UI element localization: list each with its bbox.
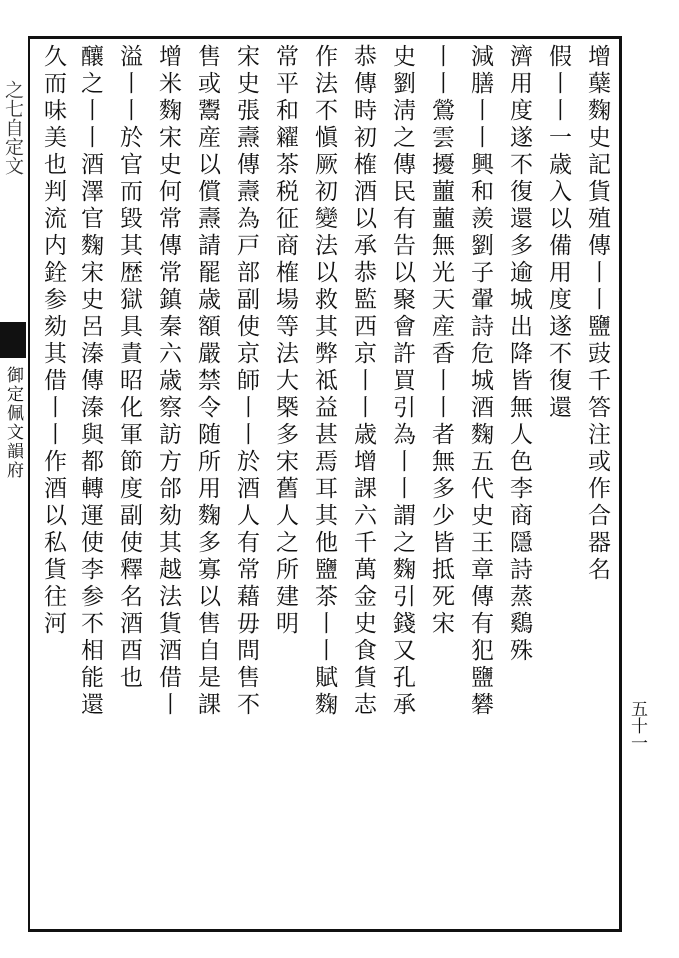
text-column-6: 史劉淸之傳民有告以聚會許買引為丨丨謂之麴引錢又孔承 xyxy=(389,44,415,719)
text-column-9: 常平和糴茶税征商榷場等法大槩多宋舊人之所建明 xyxy=(272,44,298,638)
text-column-5: 丨丨鶯雲擾蘁蘁無光天産香丨丨者無多少皆抵死宋 xyxy=(428,44,454,638)
text-column-11: 售或鬻産以償燾請罷歳額嚴禁令随所用麴多寡以售自是課 xyxy=(194,44,220,719)
page-number: 五十一 xyxy=(627,700,647,751)
text-column-1: 增蘖麴史記貨殖傳丨丨鹽豉千答注或作合器名 xyxy=(584,44,610,584)
text-column-2: 假丨丨一歳入以備用度遂不復還 xyxy=(545,44,571,422)
text-column-13: 溢丨丨於官而毀其歴獄具責昭化軍節度副使釋名酒酉也 xyxy=(116,44,142,692)
text-column-7: 恭傳時初榷酒以承恭監西京丨丨歳增課六千萬金史食貨志 xyxy=(350,44,376,719)
margin-black-block xyxy=(0,322,26,358)
text-column-12: 增米麴宋史何常傳常鎮秦六歳察訪方郃劾其越法貨酒借丨 xyxy=(155,44,181,719)
page-margin xyxy=(0,36,28,932)
text-column-14: 釀之丨丨酒澤官麴宋史呂溱傳溱與都轉運使李参不相能還 xyxy=(77,44,103,719)
text-column-10: 宋史張燾傳燾為戸部副使京師丨丨於酒人有常藉毋問售不 xyxy=(233,44,259,719)
text-column-15: 久而味美也判流内銓参劾其借丨丨作酒以私貨往河 xyxy=(40,44,66,638)
margin-top-fragment: 之七自定文 xyxy=(2,80,24,175)
text-column-3: 濟用度遂不復還多逾城出降皆無人色李商隱詩蒸鷄殊 xyxy=(506,44,532,665)
text-column-8: 作法不愼厥初變法以救其弊祗益甚焉耳其他鹽茶丨丨賦麴 xyxy=(311,44,337,719)
margin-book-title: 御定佩文韻府 xyxy=(3,366,23,480)
text-column-4: 減膳丨丨興和羨劉子翬詩危城酒麴五代史王章傳有犯鹽礬 xyxy=(467,44,493,719)
